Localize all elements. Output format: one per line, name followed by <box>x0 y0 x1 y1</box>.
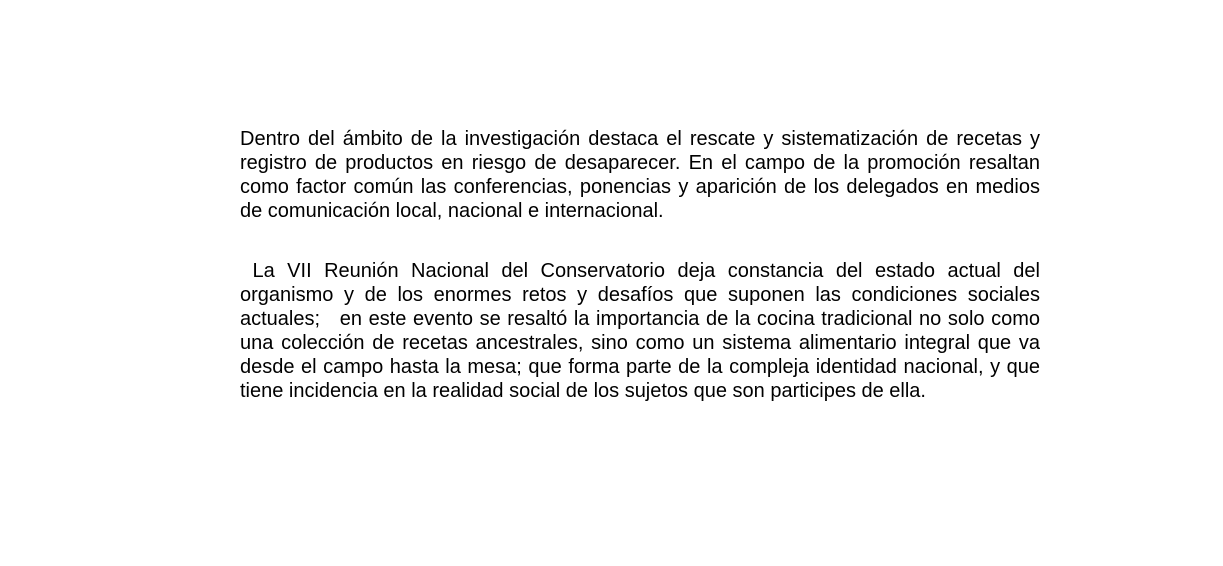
paragraph-research-promotion: Dentro del ámbito de la investigación destaca el rescate y sistematización de recetas y registro de productos en riesgo de desaparecer. En el campo de la promoción resaltan como factor común las conferencias, ponencias y aparición de los delegados en medios de comunicación local, nacional e internacional. <box>240 128 1046 222</box>
paragraph-vii-meeting: La VII Reunión Nacional del Conservatorio deja constancia del estado actual del organismo y de los enormes retos y desafíos que suponen las condiciones sociales actuales; en este evento se resaltó la importancia de la cocina tradicional no solo como una colección de recetas ancestrales, sino como un sistema alimentario integral que va desde el campo hasta la mesa; que forma parte de la compleja identidad nacional, y que tiene incidencia en la realidad social de los sujetos que son participes de ella. <box>240 260 1046 402</box>
